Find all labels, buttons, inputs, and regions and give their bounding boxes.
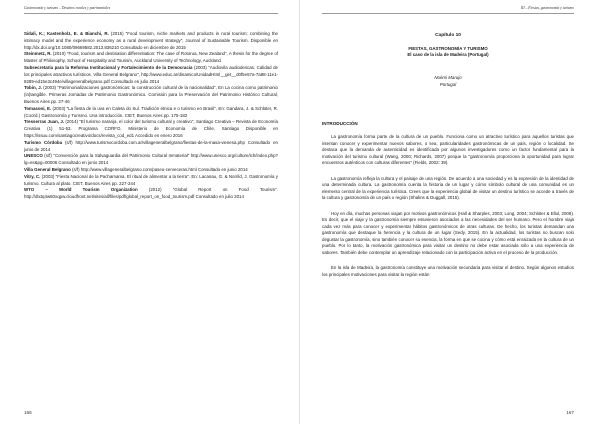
reference-entry <box>24 153 278 167</box>
reference-author: Tobin, J. <box>24 85 42 91</box>
chapter-subtitle: El caso de la isla de Madeira (Portugal) <box>407 52 489 58</box>
reference-text: (2015) "Food tourism, niche markets and products in rural tourism: combining the intimacy model and the experience economy as a rural development strategy", Journal of Sustainable Tourism. Disponible en http://dx.doi.org/10.1080/09669582.2013.836210 Consultado en diciembre de 2015 <box>24 31 278 50</box>
body-paragraph: La gastronomía forma parte de la cultura de un pueblo. Funciona como un atractivo turístico para aquellos turistas que intentan conocer y experimentar nuevos sabores, o sea, particularidades gastronómicas de un país, región o localidad. Se destaca que la demanda de autenticidad es identificada por algunos investigadores como un factor fundamental para la motivación del turismo cultural (Wang, 2000; Richards, 2007) porque la "gastronomía proporciona la oportunidad para lograr encuentros auténticos con culturas diferentes" (Fields, 2002: 39). <box>322 134 574 165</box>
chapter-body <box>322 121 574 287</box>
reference-entry <box>24 51 278 65</box>
page-number-left: 166 <box>24 410 32 415</box>
reference-entry <box>24 31 278 51</box>
reference-entry <box>24 140 278 154</box>
reference-text: (2003) "La fiesta de la uva en Caleta do Sul. Tradición étnica e o turismo en Brasil", En: Gandara, J. & Schlüter, R. (Coord.) Gastronomía y Turismo. Una introducción. CIET, Buenos Aires pp. 175-182 <box>24 105 278 118</box>
reference-entry <box>24 167 278 174</box>
reference-author: Subsecretaría para la Reforma Institucional y Fortalecimiento de la Democracia <box>24 64 193 70</box>
page-number-right: 167 <box>566 410 574 415</box>
reference-text: (2012) "Global Report on Food Tourism". http://dtxtq4w60xqpw.cloudfront.net/sites/all/files/pdf/global_report_on_food_tourism.pdf Consultado en julio 2014 <box>24 187 278 200</box>
header-rule-right <box>322 13 574 14</box>
section-heading: INTRODUCCIÓN <box>322 121 358 126</box>
reference-text: (s/f) http://www.turismocordoba.com.ar/villageneralbelgrano/fiestas-de-la-masa-vienesa.php Consultado en junio de 2014 <box>24 139 278 152</box>
reference-text: (s/f) "Convención para la Salvaguardia del Patrimonio Cultural Inmaterial" http://www.unesco.org/culture/ich/index.php?lg=es&pg=00006 Consultado en junio 2014 <box>24 153 278 166</box>
reference-list <box>24 31 278 201</box>
body-paragraph: La gastronomía refleja la cultura y el paisaje de una región. De acuerdo a una sociedad y es la expresión de la identidad de una determinada cultura. La gastronomía cuenta la historia de un lugar y cómo símbolo cultural de una comunidad es un elemento central de la experiencia turística. Crees que la experiencia global de visitar un destino turístico se accede a través de la cultura y gastronomía de un país o región (Shalins & Duggall, 2015). <box>322 175 574 200</box>
chapter-number: Capítulo 10 <box>435 33 461 38</box>
reference-author: Turismo Córdoba <box>24 139 63 145</box>
chapter-author: Noémi Marujo <box>434 75 462 81</box>
reference-author: Tomasoni, E. <box>24 105 52 111</box>
body-paragraph: En la isla de Madeira, la gastronomía constituye una motivación secundaria para visitar el destino. Según algunos estudios los principales motivaciones para visitar la región están <box>322 265 574 277</box>
chapter-title: FIESTAS, GASTRONOMÍA Y TURISMO <box>408 46 488 51</box>
reference-text: (2003) "Patrimonializaciones gastronómicas: la construcción cultural de la nacionalidad", En La cocina como patrimonio (in)tangible. Primeras Jornadas de Patrimonio Gastronómico. Comisión para la Preservación del Patrimonio Histórico Cultural, Buenos Aires pp. 27-46 <box>24 85 278 104</box>
reference-text: (s/f) http://www.villageneralbelgrano.com/paseo-cerveceras.html Consultado en junio 2014 <box>70 166 248 172</box>
reference-author: UNESCO <box>24 153 43 159</box>
author-country: Portugal <box>439 81 457 87</box>
right-page <box>300 0 600 424</box>
body-paragraph: Hoy en día, muchas personas viajan por motivos gastronómicos (Hall & Sharples, 2003; Long, 2004; Schlüter & Ellul, 2008). Es decir, que el viaje y la gastronomía siempre estuvieron asociados a las necesidades del ser humano. Pero el hombre viaja cada vez más para conocer y experimentar hábitos gastronómicos de otras culturas. De hecho, los turistas demandan una gastronomía que destaque la herencia y la cultura de un lugar (Sedy, 2015). En la actualidad, los turistas no buscan solo degustar la gastronomía, sino también conocer su esencia, la forma en que se cocina y cómo está enraizada en la cultura de un pueblo. Por lo tanto, la motivación gastronómica para visitar un destino no debe estar asociada sólo a una experiencia de sabores. También debe contemplar un aprendizaje relacionado con la participación activa en el proceso de la producción. <box>322 210 574 255</box>
running-head-left: Gastronomía y turismo – Destinos rurales y patrimoniales <box>24 6 111 10</box>
reference-entry <box>24 106 278 120</box>
reference-text: (2010) "Food, tourism and destination differentiation: The case of Rotorua, New Zealand", A thesis for the degree of Master of Philosophy, School of Hospitality and Tourism, Auckland University of Technology, Auckland <box>24 51 278 64</box>
reference-entry <box>24 119 278 139</box>
running-head-right: III – Fiestas, gastronomía y turismo <box>520 6 574 10</box>
reference-entry <box>24 174 278 188</box>
reference-author: Tresserras Juan, J. <box>24 119 64 125</box>
reference-text: (2014) "El turismo naranja, el color del turismo cultural y creativo", Santiago Creativa – Revista de Economía Creativa (1) 51-53. Programa CORFO, Ministerio de Economía de Chile, Santiago Disponible en https://issuu.com/santiagocreativo/docs/revista_cod_ed1 Accedido en enero 2016 <box>24 119 278 138</box>
reference-entry <box>24 187 278 201</box>
header-rule-left <box>24 13 278 14</box>
reference-author: Sidali, K.; Kastenholz, E. & Bianchi, R. <box>24 31 109 36</box>
reference-author: Villa General Belgrano <box>24 166 71 172</box>
reference-author: WTO – World Tourism Organization <box>24 187 138 193</box>
reference-entry <box>24 85 278 105</box>
reference-text: (2003) "Audiovila audiodescas. Calidad de los principales atractivos turísticos. Villa General Belgrano", http://www.educ.ar/dinamico/UnidadHtml__get__d0f5e57a-7a88-11e1-8289-ed15e3c494e/villageneralbelgrano.pdf Consultado en julio 2014 <box>24 64 278 84</box>
reference-author: Vitry, C. <box>24 173 41 179</box>
chapter-heading <box>322 33 574 88</box>
reference-author: Steinmetz, R. <box>24 51 52 57</box>
reference-text: (2003) "Fiesta Nacional de la Pachamama. El ritual de alimentar a la tierra". En: Lacanau, G. & Norrild, J. Gastronomía y turismo. Cultura al plato. CIET, Buenos Aires pp. 227-244 <box>24 173 278 186</box>
reference-entry <box>24 65 278 85</box>
